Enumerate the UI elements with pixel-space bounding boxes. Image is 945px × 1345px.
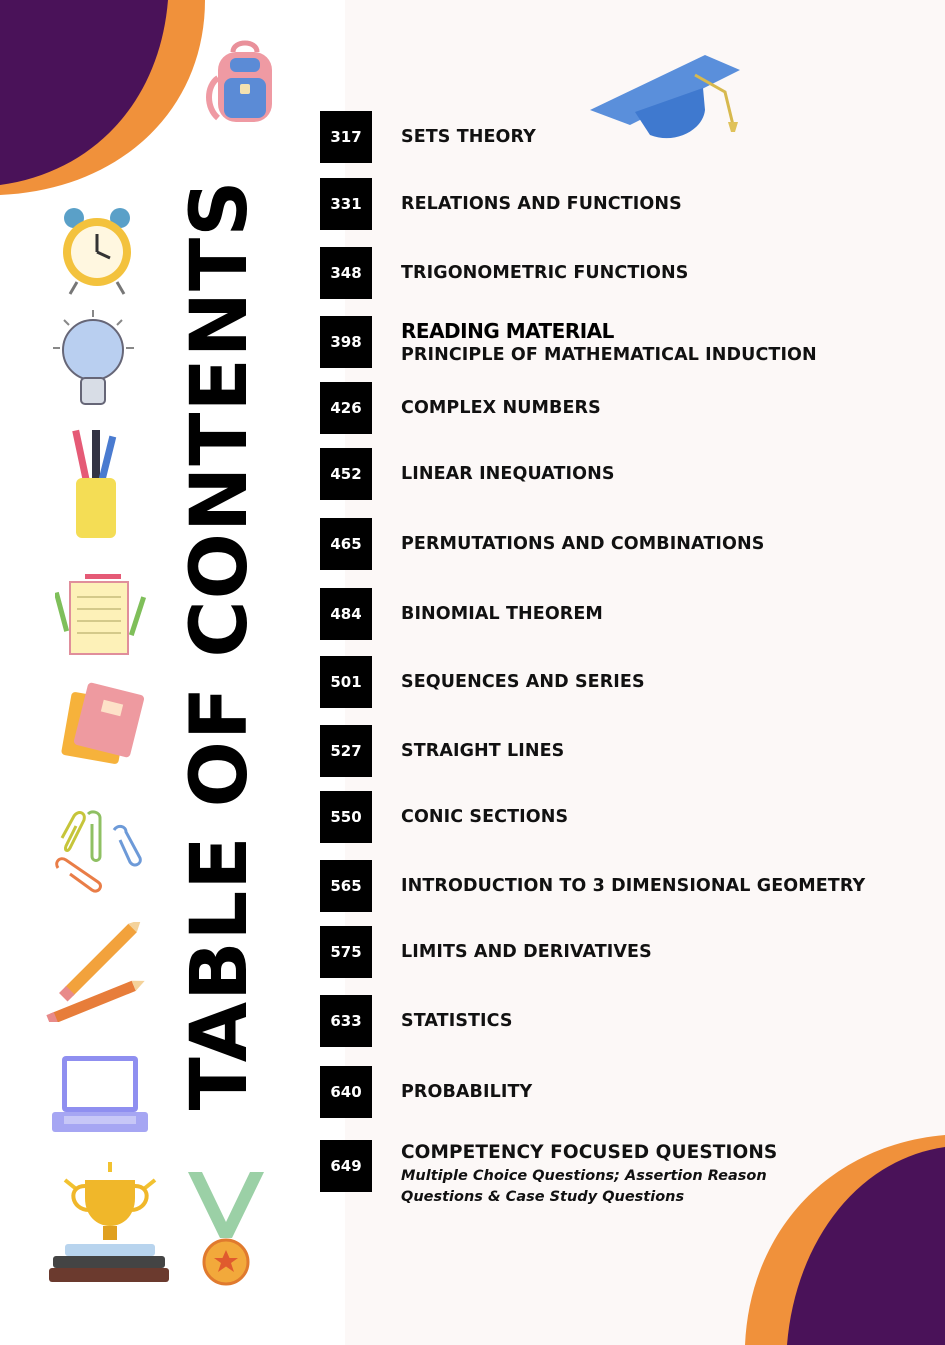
page-number: 633 [320, 995, 372, 1047]
toc-entry-binomial-theorem [320, 588, 920, 642]
page-number: 317 [320, 111, 372, 163]
pen-holder-icon [68, 428, 128, 540]
backpack-icon [200, 38, 290, 130]
page-number: 640 [320, 1066, 372, 1118]
page-number: 398 [320, 316, 372, 368]
entry-title: COMPLEX NUMBERS [401, 398, 601, 418]
toc-entry-competency-questions [320, 1140, 920, 1220]
entry-title: PROBABILITY [401, 1082, 533, 1102]
page-number: 331 [320, 178, 372, 230]
toc-entry-limits-derivatives [320, 926, 920, 980]
page-number: 426 [320, 382, 372, 434]
light-bulb-icon [48, 308, 138, 410]
entry-title: RELATIONS AND FUNCTIONS [401, 194, 682, 214]
pencils-icon [45, 922, 150, 1022]
page-number: 550 [320, 791, 372, 843]
notepad-icon [55, 572, 147, 657]
toc-entry-complex-numbers [320, 382, 920, 436]
page-number: 649 [320, 1140, 372, 1192]
entry-title: LINEAR INEQUATIONS [401, 464, 615, 484]
entry-subtitle-line-1: Multiple Choice Questions; Assertion Reason [401, 1168, 767, 1184]
toc-entry-mathematical-induction [320, 316, 920, 370]
paper-clips-icon [48, 808, 148, 900]
entry-title: STATISTICS [401, 1011, 513, 1031]
toc-entry-sets-theory [320, 111, 920, 165]
trophy-books-icon [45, 1158, 175, 1288]
toc-entry-straight-lines [320, 725, 920, 779]
entry-title: TRIGONOMETRIC FUNCTIONS [401, 263, 689, 283]
entry-title: SETS THEORY [401, 127, 536, 147]
toc-entry-sequences-series [320, 656, 920, 710]
medal-icon [182, 1168, 270, 1288]
toc-entry-relations-functions [320, 178, 920, 232]
page-number: 565 [320, 860, 372, 912]
title-container [175, 150, 265, 1140]
entry-title: CONIC SECTIONS [401, 807, 569, 827]
page-title: TABLE OF CONTENTS [175, 179, 265, 1111]
notebooks-icon [58, 682, 148, 770]
entry-title: INTRODUCTION TO 3 DIMENSIONAL GEOMETRY [401, 876, 866, 896]
entry-title: PRINCIPLE OF MATHEMATICAL INDUCTION [401, 345, 817, 365]
page-number: 465 [320, 518, 372, 570]
entry-title: BINOMIAL THEOREM [401, 604, 603, 624]
entry-subtitle-line-2: Questions & Case Study Questions [401, 1189, 685, 1205]
entry-title: COMPETENCY FOCUSED QUESTIONS [401, 1142, 778, 1163]
page-number: 527 [320, 725, 372, 777]
toc-entry-3d-geometry [320, 860, 920, 914]
entry-title: STRAIGHT LINES [401, 741, 565, 761]
toc-entry-linear-inequations [320, 448, 920, 502]
section-heading: READING MATERIAL [401, 319, 614, 343]
toc-entry-trigonometric-functions [320, 247, 920, 301]
page-number: 348 [320, 247, 372, 299]
toc-entry-conic-sections [320, 791, 920, 845]
entry-title: PERMUTATIONS AND COMBINATIONS [401, 534, 765, 554]
alarm-clock-icon [52, 200, 142, 300]
entry-title: LIMITS AND DERIVATIVES [401, 942, 652, 962]
page-number: 484 [320, 588, 372, 640]
page-number: 575 [320, 926, 372, 978]
page-number: 501 [320, 656, 372, 708]
page-number: 452 [320, 448, 372, 500]
entry-title: SEQUENCES AND SERIES [401, 672, 645, 692]
laptop-icon [50, 1052, 150, 1136]
toc-entry-statistics [320, 995, 920, 1049]
toc-entry-permutations-combinations [320, 518, 920, 572]
toc-entry-probability [320, 1066, 920, 1120]
